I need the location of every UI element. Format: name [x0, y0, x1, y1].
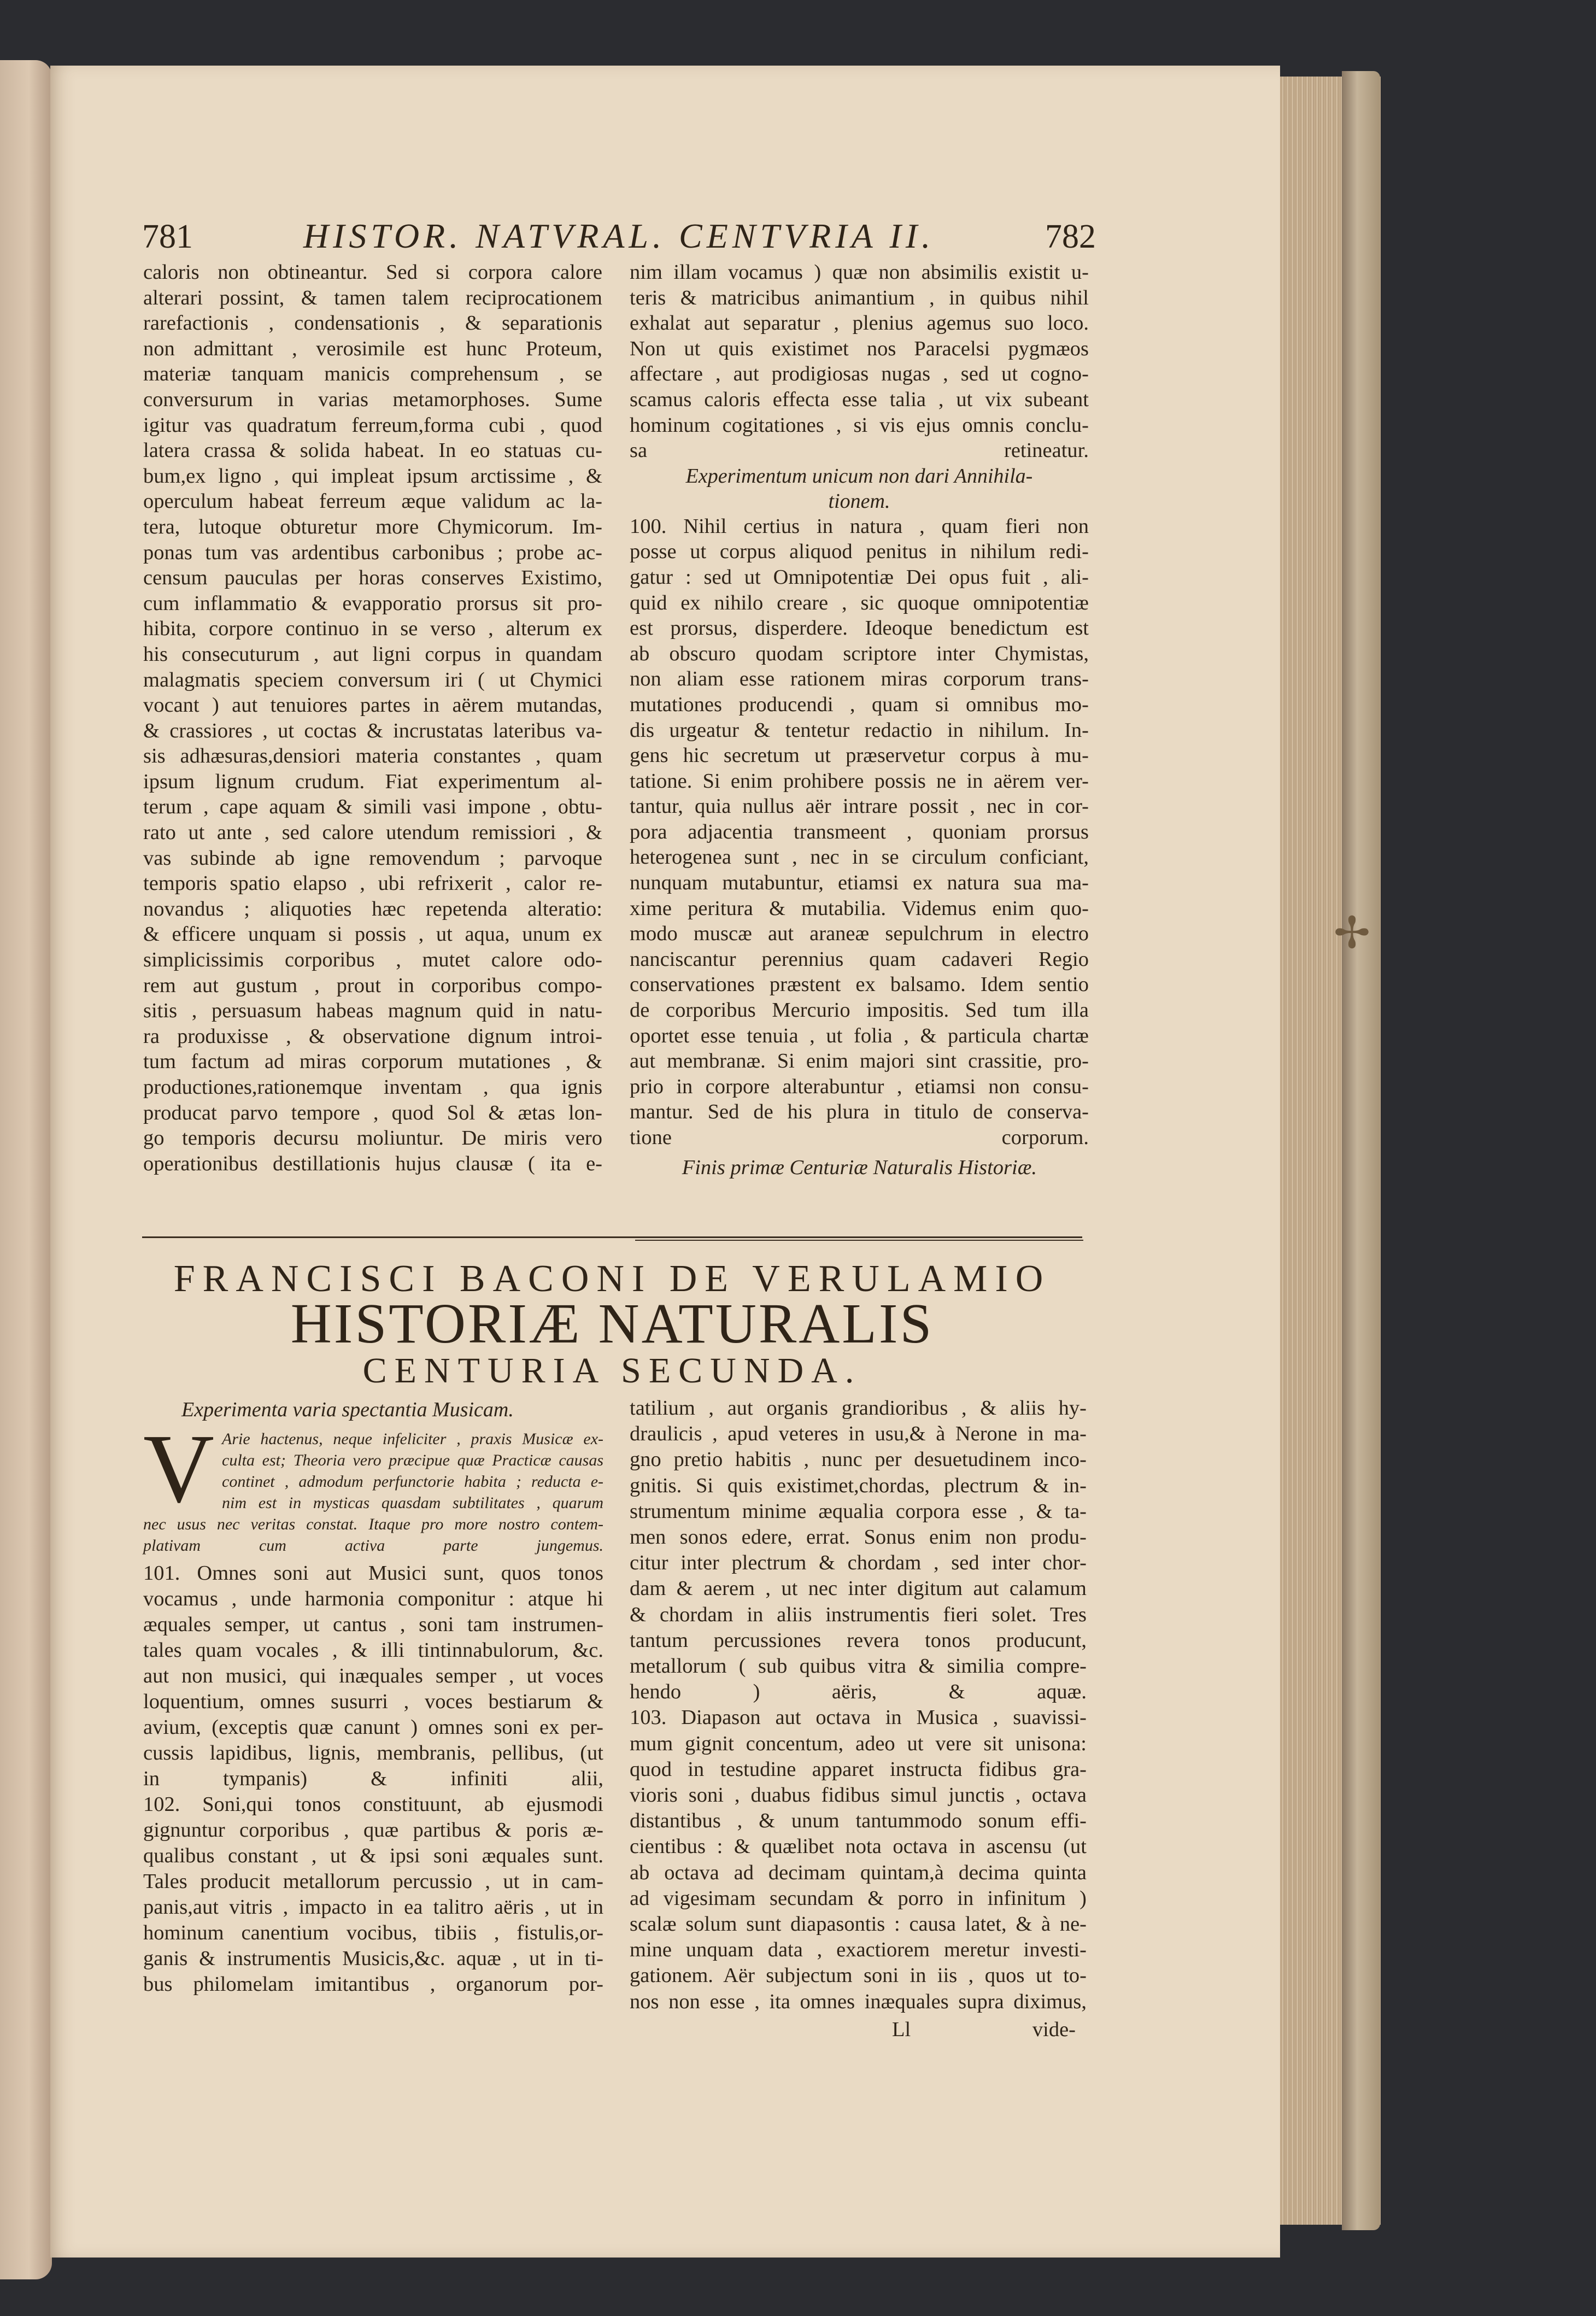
text-line: tera, lutoque obturetur more Chymicorum. Im-	[143, 515, 602, 538]
text-line: tum factum ad miras corporum mutationes , &	[143, 1050, 602, 1074]
text-line: quod in testudine apparet instructa fidibus gra-	[630, 1757, 1087, 1781]
text-line: men sonos edere, errat. Sonus enim non produ-	[630, 1526, 1087, 1549]
text-line: ad vigesimam secundam & porro in infinitum )	[630, 1886, 1087, 1910]
intro-line: nim est in mysticas quasdam subtilitates , quarum	[222, 1494, 603, 1512]
title-author: FRANCISCI BACONI DE VERULAMIO	[173, 1258, 1051, 1300]
text-line: quid ex nihilo creare , sic quoque omnipotentiæ	[630, 591, 1089, 614]
text-line: tantur, quia nullus aër intrare possit , nec in cor-	[630, 795, 1089, 818]
text-line: xime peritura & mutabilia. Videmus enim quo-	[630, 896, 1089, 920]
text-line: bum,ex ligno , qui impleat ipsum arctissime , &	[143, 464, 602, 488]
text-line: est prorsus, disperdere. Ideoque benedictum est	[630, 617, 1089, 640]
text-line: prio in corpore alterabuntur , etiamsi non consu-	[630, 1075, 1089, 1098]
intro-line: Arie hactenus, neque infeliciter , praxis Musicæ ex-	[222, 1430, 603, 1448]
text-line: cientibus : & quælibet nota octava in ascensu (ut	[630, 1835, 1087, 1858]
text-line: cum inflammatio & evapporatio prorsus sit pro-	[143, 591, 602, 615]
text-line: gno pretio habitis , nunc per desuetudinem inco-	[630, 1448, 1087, 1471]
text-line: hominum canentium vocibus, tibiis , fistulis,or-	[143, 1921, 603, 1944]
text-line: operationibus destillationis hujus clausæ ( ita e-	[143, 1152, 602, 1175]
text-line: censum pauculas per horas conserves Existimo,	[143, 566, 602, 590]
text-line: ponas tum vas ardentibus carbonibus ; probe ac-	[143, 541, 602, 564]
text-line: tantum percussiones revera tonos producunt,	[630, 1628, 1087, 1652]
text-line: alterari possint, & tamen talem reciprocationem	[143, 286, 602, 309]
text-line: posse ut corpus aliquod penitus in nihilum redi-	[630, 540, 1089, 564]
text-line: sa retineatur.	[630, 439, 1089, 462]
page-number-right: 782	[1045, 218, 1096, 255]
text-line: conservationes præstent ex balsamo. Idem sentio	[630, 973, 1089, 996]
text-line: mine unquam data , exactiorem meretur investi-	[630, 1938, 1087, 1962]
text-line: pora adjacentia transmeent , quoniam prorsus	[630, 820, 1089, 843]
text-line: avium, (exceptis quæ canunt ) omnes soni ex per-	[143, 1716, 603, 1739]
text-line: ra produxisse , & observatione dignum introi-	[143, 1024, 602, 1048]
text-line: strumentum minime æqualia corpora esse , & ta-	[630, 1499, 1087, 1523]
text-line: tatione. Si enim prohibere possis ne in aërem ver-	[630, 769, 1089, 793]
text-line: tione corporum.	[630, 1126, 1089, 1149]
section-rule-thin	[635, 1240, 1083, 1241]
text-line: vioris soni , duabus fidibus simul junctis , octava	[630, 1784, 1087, 1807]
text-line: dis urgeatur & tentetur redactio in nihilum. In-	[630, 718, 1089, 742]
text-line: vas subinde ab igne removendum ; parvoque	[143, 846, 602, 870]
intro-line: continet , admodum perfunctorie habita ; reducta e-	[222, 1473, 603, 1491]
text-line: non admittant , verosimile est hunc Proteum,	[143, 337, 602, 360]
text-line: scalæ solum sunt diapasontis : causa latet, & à ne-	[630, 1913, 1087, 1936]
text-line: igitur vas quadratum ferreum,forma cubi , quod	[143, 413, 602, 437]
text-line: hominum cogitationes , si vis ejus omnis conclu-	[630, 413, 1089, 437]
text-line: draulicis , apud veteres in usu,& à Nerone in ma-	[630, 1422, 1087, 1446]
text-line: 100. Nihil certius in natura , quam fieri non	[630, 514, 1089, 538]
text-line: 102. Soni,qui tonos constituunt, ab ejusmodi	[143, 1793, 603, 1816]
section-heading: Experimenta varia spectantia Musicam.	[181, 1398, 514, 1421]
text-line: nunquam mutabuntur, etiamsi ex natura sua ma-	[630, 871, 1089, 895]
text-line: ab obscuro quodam scriptore inter Chymistas,	[630, 642, 1089, 665]
experiment-heading: Experimentum unicum non dari Annihila- tionem.	[685, 464, 1033, 513]
text-line: teris & matricibus animantium , in quibus nihil	[630, 286, 1089, 309]
title-main: HISTORIÆ NATURALIS	[290, 1292, 934, 1355]
text-line: heterogenea sunt , nec in se circulum conficiant,	[630, 846, 1089, 869]
text-line: æquales semper, ut cantus , soni tam instrumen-	[143, 1613, 603, 1636]
text-line: aut non musici, qui inæquales semper , ut voces	[143, 1664, 603, 1687]
text-line: nos non esse , ita omnes inæquales supra diximus,	[630, 1990, 1087, 2013]
text-line: vocamus , unde harmonia componitur : atque hi	[143, 1587, 603, 1610]
signature-mark: Ll	[892, 2018, 911, 2041]
text-line: rato ut ante , sed calore utendum remissiori , &	[143, 821, 602, 845]
text-line: malagmatis speciem conversum iri ( ut Chymici	[143, 668, 602, 691]
text-line: operculum habeat ferreum æque validum ac la-	[143, 490, 602, 513]
text-line: nanciscantur perennius quam cadaveri Regio	[630, 947, 1089, 971]
text-line: mum gignit concentum, adeo ut vere sit unisona:	[630, 1732, 1087, 1755]
text-line: gationem. Aër subjectum soni in iis , quos ut to-	[630, 1964, 1087, 1987]
running-title: HISTOR. NATVRAL. CENTVRIA II.	[303, 216, 935, 255]
text-line: gens hic secretum ut præservetur corpus à mu-	[630, 744, 1089, 767]
book-binding	[1342, 71, 1380, 2230]
text-line: productiones,rationemque inventam , qua ignis	[143, 1076, 602, 1099]
page-number-left: 781	[142, 218, 193, 255]
text-line: Tales producit metallorum percussio , ut in cam-	[143, 1870, 603, 1893]
text-line: non aliam esse rationem miras corporum trans-	[630, 667, 1089, 691]
text-line: metallorum ( sub quibus vitra & similia compre-	[630, 1655, 1087, 1678]
text-line: producat parvo tempore , quod Sol & ætas lon-	[143, 1101, 602, 1124]
text-line: vocant ) aut tenuiores partes in aërem mutandas,	[143, 694, 602, 717]
text-line: nim illam vocamus ) quæ non absimilis existit u-	[630, 261, 1089, 284]
binding-ornament-icon: ✢	[1334, 910, 1371, 958]
text-line: tatilium , aut organis grandioribus , & aliis hy-	[630, 1397, 1087, 1420]
text-line: mutationes producendi , quam si omnibus mo-	[630, 693, 1089, 716]
title-century: CENTURIA SECUNDA.	[362, 1351, 862, 1391]
text-line: rarefactionis , condensationis , & separationis	[143, 312, 602, 335]
column-right-upper	[630, 260, 1089, 1180]
text-line: ab octava ad decimam quintam,à decima quinta	[630, 1861, 1087, 1884]
text-line: panis,aut vitris , impacto in ea talitro aëris , ut in	[143, 1896, 603, 1919]
text-line: caloris non obtineantur. Sed si corpora calore	[143, 261, 602, 284]
text-line: gignuntur corporibus , quæ partibus & poris æ-	[143, 1819, 603, 1842]
text-line: his consecuturum , aut ligni corpus in quandam	[143, 642, 602, 666]
text-line: conversurum in varias metamorphoses. Sume	[143, 388, 602, 411]
text-line: go temporis decursu moliuntur. De miris vero	[143, 1127, 602, 1150]
text-line: hibita, corpore continuo in se verso , alterum ex	[143, 617, 602, 641]
column-right-lower	[630, 1396, 1087, 2043]
text-line: gnitis. Si quis existimet,chordas, plectrum & in-	[630, 1474, 1087, 1497]
text-line: cussis lapidibus, lignis, membranis, pellibus, (ut	[143, 1742, 603, 1764]
text-line: affectare , aut prodigiosas nugas , sed ut cogno-	[630, 362, 1089, 386]
text-line: citur inter plectrum & chordam , sed inter chor-	[630, 1551, 1087, 1575]
text-line: modo muscæ aut araneæ sepulchrum in electro	[630, 922, 1089, 946]
text-line: exhalat aut separatur , plenius agemus suo loco.	[630, 312, 1089, 335]
text-line: 101. Omnes soni aut Musici sunt, quos tonos	[143, 1562, 603, 1585]
left-page-edge	[0, 60, 52, 2279]
intro-line: culta est; Theoria vero præcipue quæ Practicæ causas	[222, 1451, 603, 1469]
text-line: temporis spatio elapso , ubi refrixerit , calor re-	[143, 872, 602, 895]
text-line: qualibus constant , ut & ipsi soni æquales sunt.	[143, 1844, 603, 1867]
text-line: terum , cape aquam & simili vasi impone , obtu-	[143, 795, 602, 819]
finis-line: Finis primæ Centuriæ Naturalis Historiæ.	[682, 1156, 1037, 1179]
column-left-lower	[143, 1414, 603, 1997]
text-line: & chordam in aliis instrumentis fieri solet. Tres	[630, 1603, 1087, 1626]
text-line: oportet esse tenuia , ut folia , & particula chartæ	[630, 1024, 1089, 1047]
text-line: scamus caloris effecta esse talia , ut vix subeant	[630, 388, 1089, 411]
text-line: latera crassa & solida habeat. In eo statuas cu-	[143, 439, 602, 462]
text-line: loquentium, omnes susurri , voces bestiarum &	[143, 1690, 603, 1713]
running-head	[142, 216, 1096, 256]
text-line: ganis & instrumentis Musicis,&c. aquæ , ut in ti-	[143, 1947, 603, 1970]
text-line: Non ut quis existimet nos Paracelsi pygmæos	[630, 337, 1089, 360]
catchword: vide-	[1032, 2018, 1076, 2041]
text-line: tales quam vocales , & illi tintinnabulorum, &c.	[143, 1639, 603, 1662]
text-line: 103. Diapason aut octava in Musica , suavissi-	[630, 1706, 1087, 1729]
column-left-upper	[143, 260, 602, 1176]
text-line: bus philomelam imitantibus , organorum por-	[143, 1973, 603, 1996]
intro-line: nec usus nec veritas constat. Itaque pro more nostro contem-	[143, 1515, 603, 1533]
section-rule	[142, 1236, 1082, 1238]
text-line: sitis , persuasum habeas magnum quid in natu-	[143, 999, 602, 1023]
text-line: in tympanis) & infiniti alii,	[143, 1767, 603, 1790]
text-line: distantibus , & unum tantummodo sonum effi-	[630, 1809, 1087, 1833]
text-line: dam & aerem , ut nec inter digitum aut calamum	[630, 1577, 1087, 1600]
text-line: gatur : sed ut Omnipotentiæ Dei opus fuit , ali-	[630, 565, 1089, 589]
text-line: novandus ; aliquoties hæc repetenda alteratio:	[143, 897, 602, 920]
text-line: mantur. Sed de his plura in titulo de conserva-	[630, 1100, 1089, 1124]
text-line: aut membranæ. Si enim majori sint crassitie, pro-	[630, 1049, 1089, 1073]
intro-line: plativam cum activa parte jungemus.	[143, 1537, 603, 1555]
text-line: simplicissimis corporibus , mutet calore odo-	[143, 948, 602, 972]
text-line: & crassiores , ut coctas & incrustatas lateribus va-	[143, 719, 602, 742]
text-line: materiæ tanquam manicis comprehensum , se	[143, 362, 602, 386]
text-line: de corporibus Mercurio impositis. Sed tum illa	[630, 999, 1089, 1022]
text-line: hendo ) aëris, & aquæ.	[630, 1680, 1087, 1704]
text-line: rem aut gustum , prout in corporibus compo-	[143, 974, 602, 997]
drop-capital: V	[143, 1414, 214, 1523]
text-line: sis adhæsuras,densiori materia constantes , quam	[143, 744, 602, 768]
text-line: & efficere unquam si possis , ut aqua, unum ex	[143, 923, 602, 946]
text-line: ipsum lignum crudum. Fiat experimentum al-	[143, 770, 602, 793]
